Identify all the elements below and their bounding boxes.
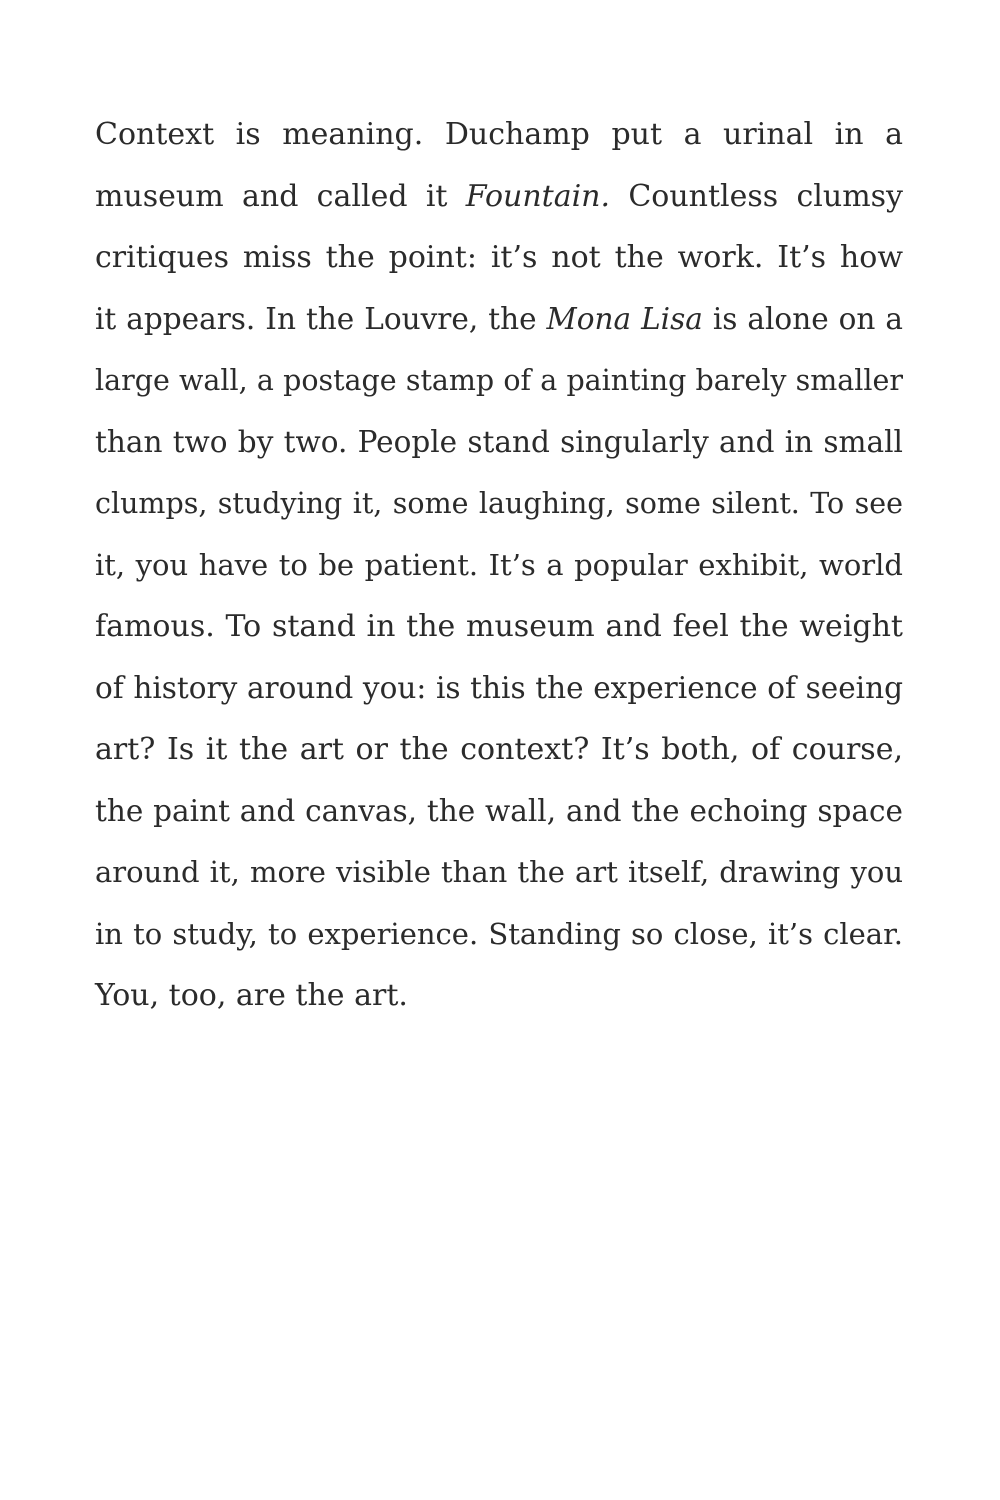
text-segment: is alone on a (702, 301, 903, 336)
text-segment: the paint and canvas, the wall, and the echoing space (95, 793, 903, 828)
text-line (95, 350, 903, 412)
text-segment: of history around you: is this the experience of seeing (95, 670, 903, 705)
text-line (95, 842, 903, 904)
text-line (95, 596, 903, 658)
text-line (95, 289, 903, 351)
text-line (95, 719, 903, 781)
text-line (95, 535, 903, 597)
italic-title: Mona Lisa (546, 301, 703, 336)
text-segment: art? Is it the art or the context? It’s both, of course, (95, 732, 903, 767)
text-segment: famous. To stand in the museum and feel the weight (95, 609, 903, 644)
text-line (95, 412, 903, 474)
text-line (95, 473, 903, 535)
text-line (95, 965, 903, 1027)
text-line (95, 658, 903, 720)
italic-title: Fountain. (465, 178, 611, 214)
text-segment: large wall, a postage stamp of a painting barely smaller (95, 364, 903, 397)
text-line (95, 227, 903, 289)
text-segment: around it, more visible than the art itself, drawing you (95, 855, 903, 889)
text-segment: than two by two. People stand singularly and in small (95, 424, 903, 459)
text-line (95, 904, 903, 966)
page (95, 104, 903, 1027)
text-segment: Context is meaning. Duchamp put a urinal in a (95, 117, 903, 152)
text-line (95, 166, 903, 228)
body-paragraph (95, 104, 903, 1027)
text-segment: clumps, studying it, some laughing, some silent. To see (95, 487, 903, 520)
text-segment: museum and called it (95, 178, 466, 214)
text-segment: it, you have to be patient. It’s a popular exhibit, world (95, 547, 903, 582)
text-segment: You, too, are the art. (95, 978, 408, 1013)
text-line (95, 104, 903, 166)
text-segment: Countless clumsy (610, 178, 903, 214)
text-segment: critiques miss the point: it’s not the work. It’s how (95, 240, 903, 275)
text-segment: it appears. In the Louvre, the (95, 301, 547, 336)
text-segment: in to study, to experience. Standing so close, it’s clear. (95, 916, 903, 951)
text-line (95, 781, 903, 843)
